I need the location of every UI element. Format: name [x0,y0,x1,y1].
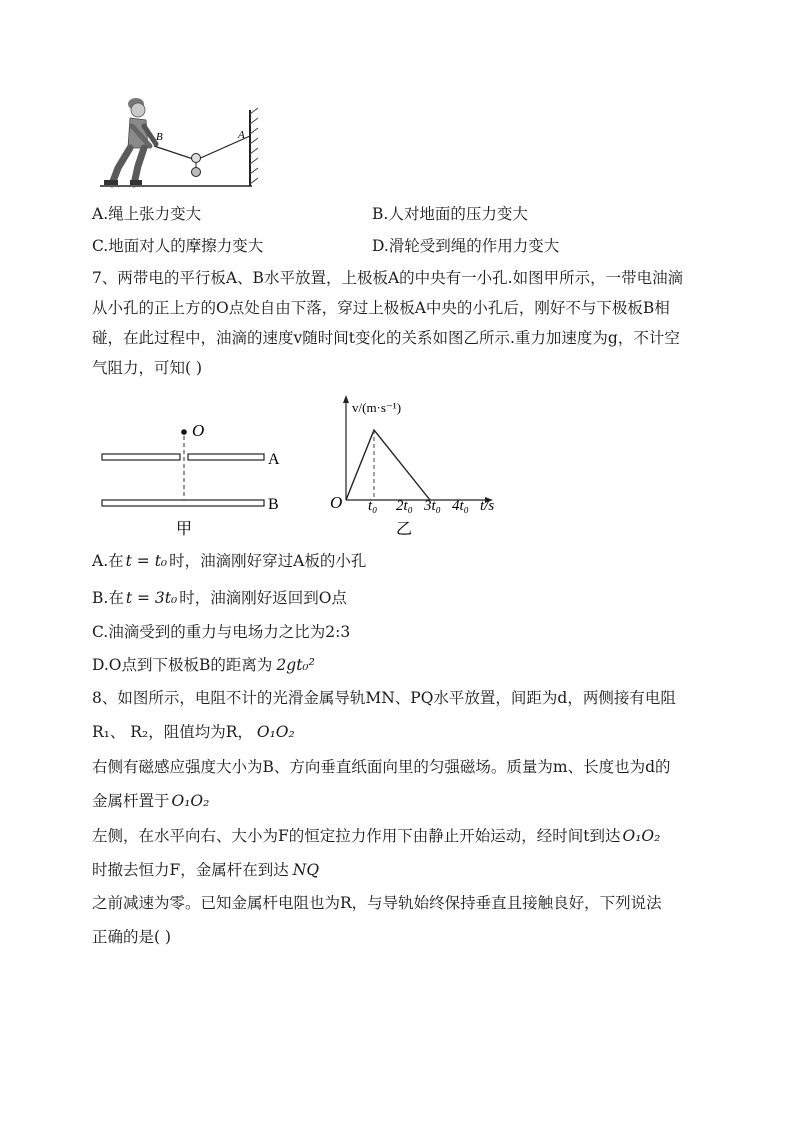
fig-yi-caption: 乙 [396,521,413,538]
tick-t0: t₀ [368,498,378,514]
q8-line-6-text: 时撤去恒力F，金属杆在到达 [92,861,289,879]
graph-origin-label: O [330,493,343,512]
q7-stem-line-2: 从小孔的正上方的O点处自由下落，穿过上极板A中央的小孔后，刚好不与下极板B相 [92,299,670,317]
q8-line-2-math: O₁O₂ [256,723,295,741]
q8-line-6 [92,860,319,880]
v-axis-label: v/(m·s⁻¹) [352,400,402,415]
q7-stem-line-1: 7、两带电的平行板A、B水平放置，上极板A的中央有一小孔.如图甲所示，一带电油滴 [92,269,684,287]
q6-option-a: A.绳上张力变大 [92,205,202,223]
q8-line-1: 8、如图所示，电阻不计的光滑金属导轨MN、PQ水平放置，间距为d，两侧接有电阻 [92,689,676,707]
tick-3t0: 3t₀ [424,498,441,514]
q7-option-a [92,551,366,571]
q6-option-c: C.地面对人的摩擦力变大 [92,237,264,255]
q8-line-4 [92,791,209,811]
q8-line-5-text: 左侧，在水平向右、大小为F的恒定拉力作用下由静止开始运动，经时间t到达 [92,827,621,845]
q8-line-3: 右侧有磁感应强度大小为B、方向垂直纸面向里的匀强磁场。质量为m、长度也为d的 [92,758,671,776]
q6-option-d: D.滑轮受到绳的作用力变大 [372,237,560,255]
rope-pulley-figure [98,92,268,192]
q7-stem-line-3: 碰，在此过程中，油滴的速度v随时间t变化的关系如图乙所示.重力加速度为g，不计空 [92,329,680,347]
q7-stem-line-4: 气阻力，可知( ) [92,359,203,377]
q7-option-b-pre: B.在 [92,589,124,607]
plate-b-label: B [268,496,279,513]
tick-4t0: 4t₀ [452,498,469,514]
q7-option-d-pre: D.O点到下极板B的距离为 [92,656,273,674]
q8-line-8: 正确的是( ) [92,928,172,946]
q8-line-4-math: O₁O₂ [171,792,210,810]
velocity-time-graph [322,392,512,544]
parallel-plates-figure [96,412,296,542]
label-a: A [238,129,245,141]
plate-a-label: A [268,451,280,468]
q8-line-2 [92,722,295,742]
q7-option-d-math: 2gt₀² [276,656,315,674]
fig-jia-caption: 甲 [176,521,193,538]
q7-option-c: C.油滴受到的重力与电场力之比为2:3 [92,623,351,641]
q8-line-5-math: O₁O₂ [622,827,661,845]
q8-line-4-text: 金属杆置于 [92,792,170,810]
q7-option-a-pre: A.在 [92,552,124,570]
point-o-label: O [192,421,205,440]
q8-line-6-math: NQ [292,861,320,879]
t-axis-label: t/s [480,498,495,514]
q8-line-2-text: R₁、 R₂，阻值均为R， [92,723,253,741]
person-illustration [104,98,156,185]
tick-2t0: 2t₀ [396,498,413,514]
label-b: B [156,131,163,143]
q7-option-a-post: 时，油滴刚好穿过A板的小孔 [169,552,367,570]
q7-option-b-math: t = 3t₀ [125,589,178,607]
q7-option-b [92,588,347,608]
q7-option-d [92,655,315,675]
q8-line-7: 之前减速为零。已知金属杆电阻也为R，与导轨始终保持垂直且接触良好，下列说法 [92,894,662,912]
q7-option-a-math: t = t₀ [125,552,168,570]
q6-option-b: B.人对地面的压力变大 [372,205,528,223]
q7-option-b-post: 时，油滴刚好返回到O点 [179,589,347,607]
q8-line-5 [92,826,660,846]
